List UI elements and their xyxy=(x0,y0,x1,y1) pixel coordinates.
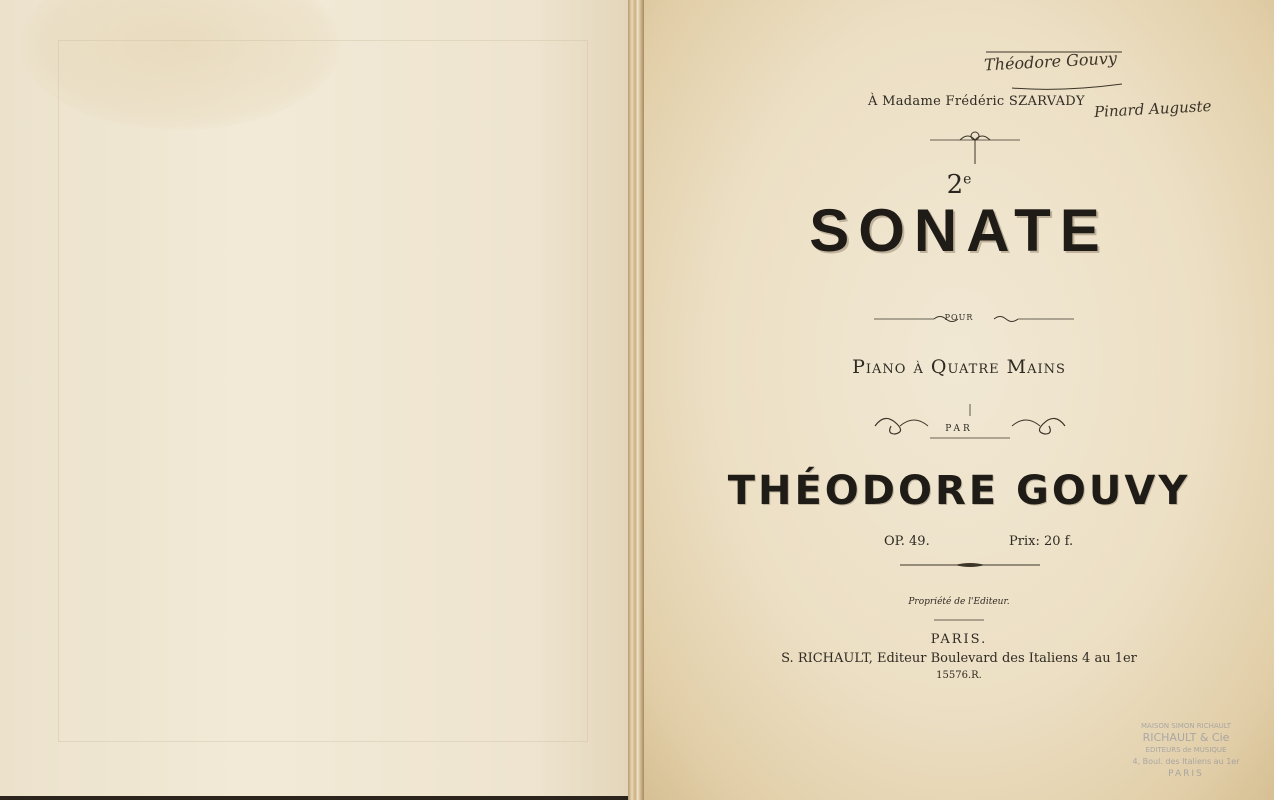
stamp-line-5: PARIS xyxy=(1168,769,1204,779)
sonata-number-value: 2 xyxy=(946,170,964,200)
pour-label: POUR xyxy=(944,313,974,322)
sonata-number-suffix: e xyxy=(963,171,972,188)
stamp-line-1: MAISON SIMON RICHAULT xyxy=(1140,722,1232,730)
main-title: SONATE xyxy=(809,197,1109,264)
property-note: Propriété de l'Editeur. xyxy=(908,597,1010,607)
signature-underline xyxy=(982,48,1132,96)
plate-mark xyxy=(58,40,588,742)
publisher-line: S. RICHAULT, Editeur Boulevard des Italiens 4 au 1er xyxy=(781,651,1137,666)
publisher-city: PARIS. xyxy=(930,632,988,647)
signature-right: Pinard Auguste xyxy=(1093,96,1212,122)
dedication: À Madame Frédéric SZARVADY xyxy=(868,94,1085,109)
stamp-line-3: EDITEURS de MUSIQUE xyxy=(1145,746,1227,754)
ornament-top xyxy=(920,126,1030,166)
composer-name: THÉODORE GOUVY xyxy=(727,468,1191,514)
left-page-blank xyxy=(0,0,628,796)
title-page xyxy=(644,0,1274,800)
signature-top: Théodore Gouvy xyxy=(983,48,1118,75)
stamp-line-2: RICHAULT & Cie xyxy=(1142,731,1230,744)
publisher-stamp xyxy=(1106,720,1266,780)
price: Prix: 20 f. xyxy=(1009,534,1074,549)
book-gutter xyxy=(628,0,644,800)
plate-number: 15576.R. xyxy=(936,670,982,681)
small-rule xyxy=(934,618,984,622)
opus-number: OP. 49. xyxy=(884,534,930,549)
stamp-line-4: 4, Boul. des Italiens au 1er xyxy=(1132,757,1240,766)
divider-rule xyxy=(900,560,1040,570)
instrumentation: Piano à Quatre Mains xyxy=(852,356,1066,378)
par-label: PAR xyxy=(945,424,973,434)
